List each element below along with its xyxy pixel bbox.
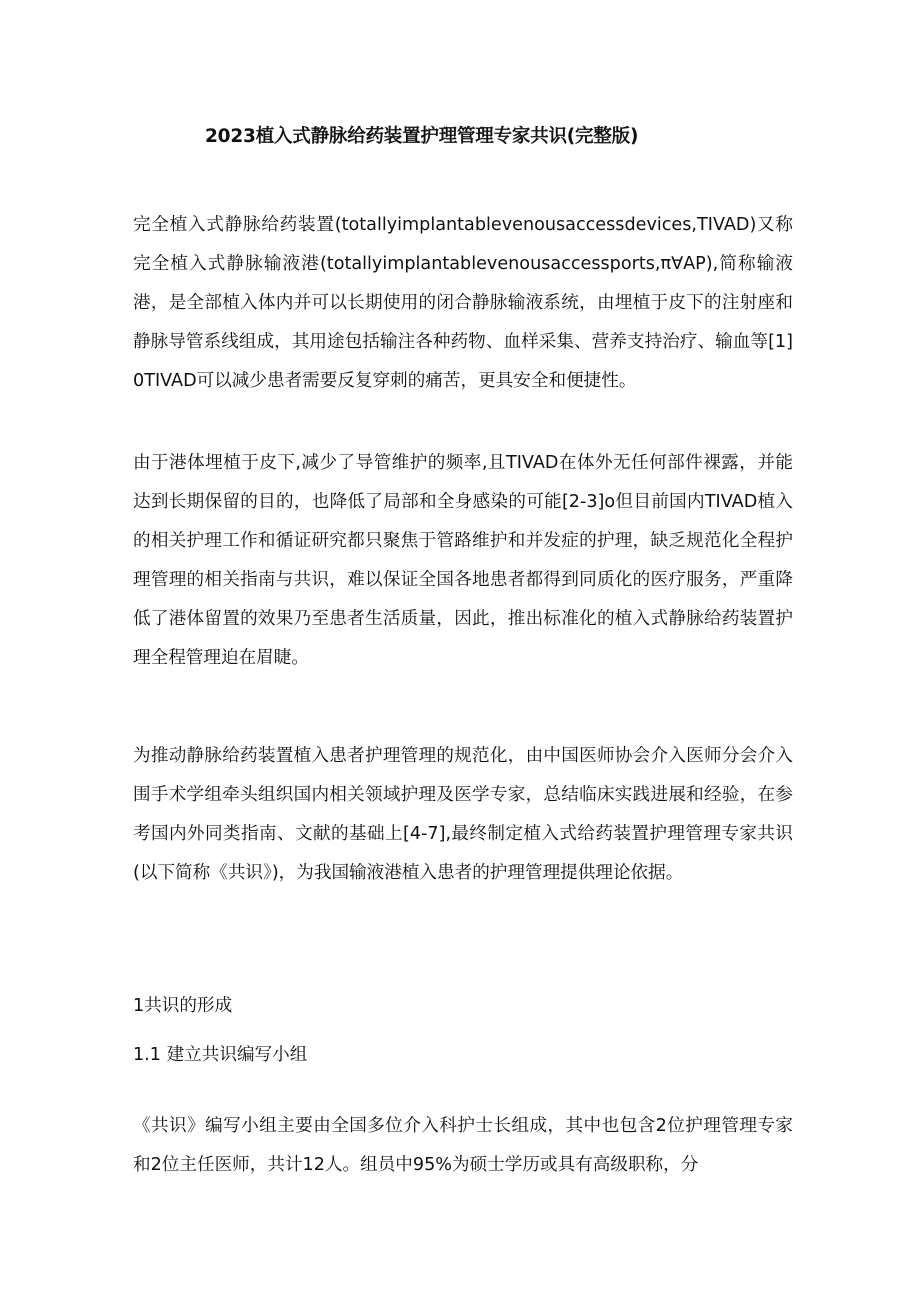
paragraph-intro: 完全植入式静脉给药装置(totallyimplantablevenousaccessdevices,TIVAD)又称完全植入式静脉输液港(totallyimplantablevenousaccessports,π∀AP),简称输液港，是全部植入体内并可以长期使用的闭合静脉输液系统，由埋植于皮下的注射座和静脉导管系线组成，其用途包括输注各种药物、血样采集、营养支持治疗、输血等[1]0TIVAD可以减少患者需要反复穿刺的痛苦，更具安全和便捷性。 [133,215,793,391]
document-title: 2023植入式静脉给药装置护理管理专家共识(完整版) [205,126,639,147]
paragraph-group: 《共识》编写小组主要由全国多位介入科护士长组成，其中也包含2位护理管理专家和2位主任医师，共计12人。组员中95%为硕士学历或具有高级职称，分 [133,1116,793,1175]
paragraph-purpose: 为推动静脉给药装置植入患者护理管理的规范化，由中国医师协会介入医师分会介入围手术学组牵头组织国内相关领域护理及医学专家，总结临床实践进展和经验，在参考国内外同类指南、文献的基础上[4-7],最终制定植入式给药装置护理管理专家共识(以下简称《共识》)，为我国输液港植入患者的护理管理提供理论依据。 [133,746,793,883]
section-heading-1-1: 1.1 建立共识编写小组 [133,1045,308,1065]
section-heading-1: 1共识的形成 [133,996,233,1016]
paragraph-background: 由于港体埋植于皮下,减少了导管维护的频率,且TIVAD在体外无任何部件裸露，并能达到长期保留的目的，也降低了局部和全身感染的可能[2-3]o但目前国内TIVAD植入的相关护理工作和循证研究都只聚焦于管路维护和并发症的护理，缺乏规范化全程护理管理的相关指南与共识，难以保证全国各地患者都得到同质化的医疗服务，严重降低了港体留置的效果乃至患者生活质量，因此，推出标准化的植入式静脉给药装置护理全程管理迫在眉睫。 [133,453,793,668]
